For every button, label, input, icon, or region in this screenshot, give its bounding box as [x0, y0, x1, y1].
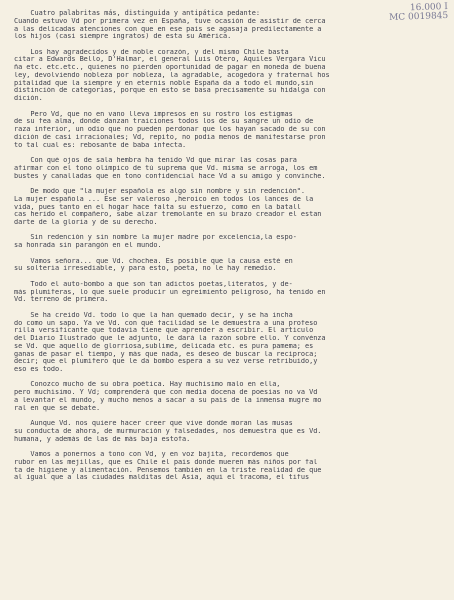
- text-line: decir; que el plumífero que le da bombo espera a su vez verse retribuido,y: [14, 358, 318, 366]
- letter-paragraph: [14, 188, 446, 227]
- text-line: distinción de categorías, porque en esto se basa precisamente su hidalga con: [14, 87, 326, 95]
- text-line: Vamos señora... que Vd. chochea. Es posible que la causa esté en: [14, 257, 293, 265]
- letter-paragraph: [14, 18, 446, 41]
- text-line: vida, pues tanto en el hogar hace falta su esfuerzo, como en la batall: [14, 203, 301, 211]
- text-line: su soltería irresediable, y para esto, poeta, no le hay remedio.: [14, 265, 277, 273]
- letter-paragraph: [14, 111, 446, 150]
- letter-salutation: Cuatro palabritas más, distinguida y antipática pedante:: [14, 9, 260, 17]
- text-line: to tal cual es: rebosante de baba infecta.: [14, 141, 187, 149]
- letter-paragraph: [14, 312, 446, 374]
- text-line: cas herido el compañero, sabe alzar tremolante en su brazo creador el estan: [14, 211, 322, 219]
- text-line: los hijos (casi siempre ingratos) de esta su América.: [14, 33, 232, 41]
- text-line: ña etc. etc.etc., quienes no pierden oportunidad de pagar en moneda de buena: [14, 64, 326, 72]
- text-line: do como un sapo. Ya ve Vd. con qué facilidad se le demuestra a una profeso: [14, 319, 318, 327]
- letter-body: [14, 9, 449, 482]
- letter-paragraph: [14, 420, 446, 443]
- paragraph-gap: [14, 103, 446, 111]
- text-line: Se ha creído Vd. todo lo que la han quemado decir, y se ha incha: [14, 311, 293, 319]
- text-line: ganas de pasar el tiempo, y más que nada, es deseo de buscar la recíproca;: [14, 350, 318, 358]
- text-line: ley, devolviendo nobleza por nobleza, la agradable, acogedora y fraternal hos: [14, 71, 330, 79]
- text-line: rilla versificante que todavía tiene que aprender a escribir. El artículo: [14, 327, 314, 335]
- text-line: su conducta de ahora, de murmuración y falsedades, nos demuestra que es Vd.: [14, 427, 322, 435]
- paragraph-gap: [14, 443, 446, 451]
- letter-paragraph: [14, 381, 446, 412]
- text-line: Vd. terreno de primera.: [14, 296, 109, 304]
- paragraph-gap: [14, 180, 446, 188]
- text-line: humana, y además de las de más baja estofa.: [14, 435, 191, 443]
- text-line: La mujer española ... Ese ser valeroso ,heroico en todos los lances de la: [14, 195, 314, 203]
- text-line: Los hay agradecidos y de noble corazón, y del mismo Chile basta: [14, 48, 289, 56]
- paragraph-gap: [14, 250, 446, 258]
- text-line: ral en que se debate.: [14, 404, 101, 412]
- text-line: citar a Edwards Bello, D'Halmar, el general Luis Otero, Aquiles Vergara Vicu: [14, 56, 326, 64]
- text-line: darte de la gloria y de su derecho.: [14, 219, 158, 226]
- annotation-line-1: 16.000 I: [409, 1, 448, 14]
- letter-paragraph: [14, 234, 446, 250]
- paragraph-gap: [14, 374, 446, 382]
- text-line: raza inferior, un odio que no pueden perdonar que los hayan sacado de su con: [14, 126, 326, 134]
- text-line: ta de higiene y alimentación. Pensemos también en la triste realidad de que: [14, 466, 322, 474]
- text-line: al igual que a las ciudades malditas del Asia, aquí el tracoma, el tifus: [14, 474, 310, 482]
- letter-paragraph: [14, 49, 446, 103]
- text-line: Cuando estuvo Vd por primera vez en España, tuve ocasión de asistir de cerca: [14, 17, 326, 25]
- paragraph-gap: [14, 304, 446, 312]
- letter-paragraph: [14, 157, 446, 180]
- text-line: Todo el auto-bombo a que son tan adictos poetas,literatos, y de-: [14, 280, 293, 288]
- text-line: rubor en las mejillas, que es Chile el país donde mueren más niños por fal: [14, 458, 318, 466]
- text-line: dición de casi irracionales; Vd, repito, no podía menos de manifestarse pron: [14, 133, 326, 141]
- text-line: Pero Vd, que no en vano lleva impresos en su rostro los estigmas: [14, 110, 293, 118]
- text-line: sa honrada sin parangón en el mundo.: [14, 242, 162, 250]
- paragraph-gap: [14, 273, 446, 281]
- text-line: dición.: [14, 95, 43, 103]
- text-line: Vamos a ponernos a tono con Vd, y en voz bajita, recordemos que: [14, 451, 289, 459]
- letter-paragraph: [14, 258, 446, 274]
- text-line: Conozco mucho de su obra poética. Hay muchísimo malo en ella,: [14, 381, 281, 389]
- text-line: a levantar el mundo, y mucho menos a sacar a su país de la inmensa mugre mo: [14, 396, 322, 404]
- letter-paragraph: [14, 281, 446, 304]
- annotation-line-2: MC 0019845: [388, 10, 449, 24]
- paragraph-gap: [14, 412, 446, 420]
- text-line: de su fea alma, donde danzan traiciones todos los de su sangre un odio de: [14, 118, 314, 126]
- text-line: del Diario Ilustrado que le adjunto, le dará la razón sobre ello. Y convénza: [14, 335, 326, 342]
- paragraph-gap: [14, 149, 446, 157]
- text-line: De modo que "la mujer española es algo sin nombre y sin redención".: [14, 188, 305, 195]
- paragraph-gap: [14, 41, 446, 49]
- text-line: bustes y canalladas que en tono confidencial hace Vd a su amigo y convinche.: [14, 172, 326, 180]
- text-line: se Vd. que aquello de glorriosa,sublime, delicada etc. es pura pamema; es: [14, 342, 314, 350]
- letter-paragraph: [14, 451, 446, 482]
- text-line: Sin redención y sin nombre la mujer madre por excelencia,la espo-: [14, 234, 297, 242]
- text-line: pitalidad que la siempre y en eternis noble España da a todo el mundo,sin: [14, 79, 314, 87]
- text-line: Con qué ojos de sala hembra ha tenido Vd que mirar las cosas para: [14, 157, 297, 165]
- paragraph-gap: [14, 227, 446, 235]
- text-line: Aunque Vd. nos quiere hacer creer que vive donde moran las musas: [14, 420, 293, 428]
- letter-paragraphs: [14, 18, 446, 482]
- text-line: eso es todo.: [14, 366, 64, 373]
- text-line: a las delicadas atenciones con que en ese país se agasaja predilectamente a: [14, 25, 322, 33]
- text-line: afirmar con el tono olímpico de tú suprema que Vd. misma se arroga, los em: [14, 164, 318, 172]
- text-line: más plumíferas, lo que suele producir un egreimiento peligroso, ha tenido en: [14, 288, 326, 296]
- text-line: pero muchísimo. Y Vd; comprenderá que con media docena de poesías no va Vd: [14, 389, 318, 397]
